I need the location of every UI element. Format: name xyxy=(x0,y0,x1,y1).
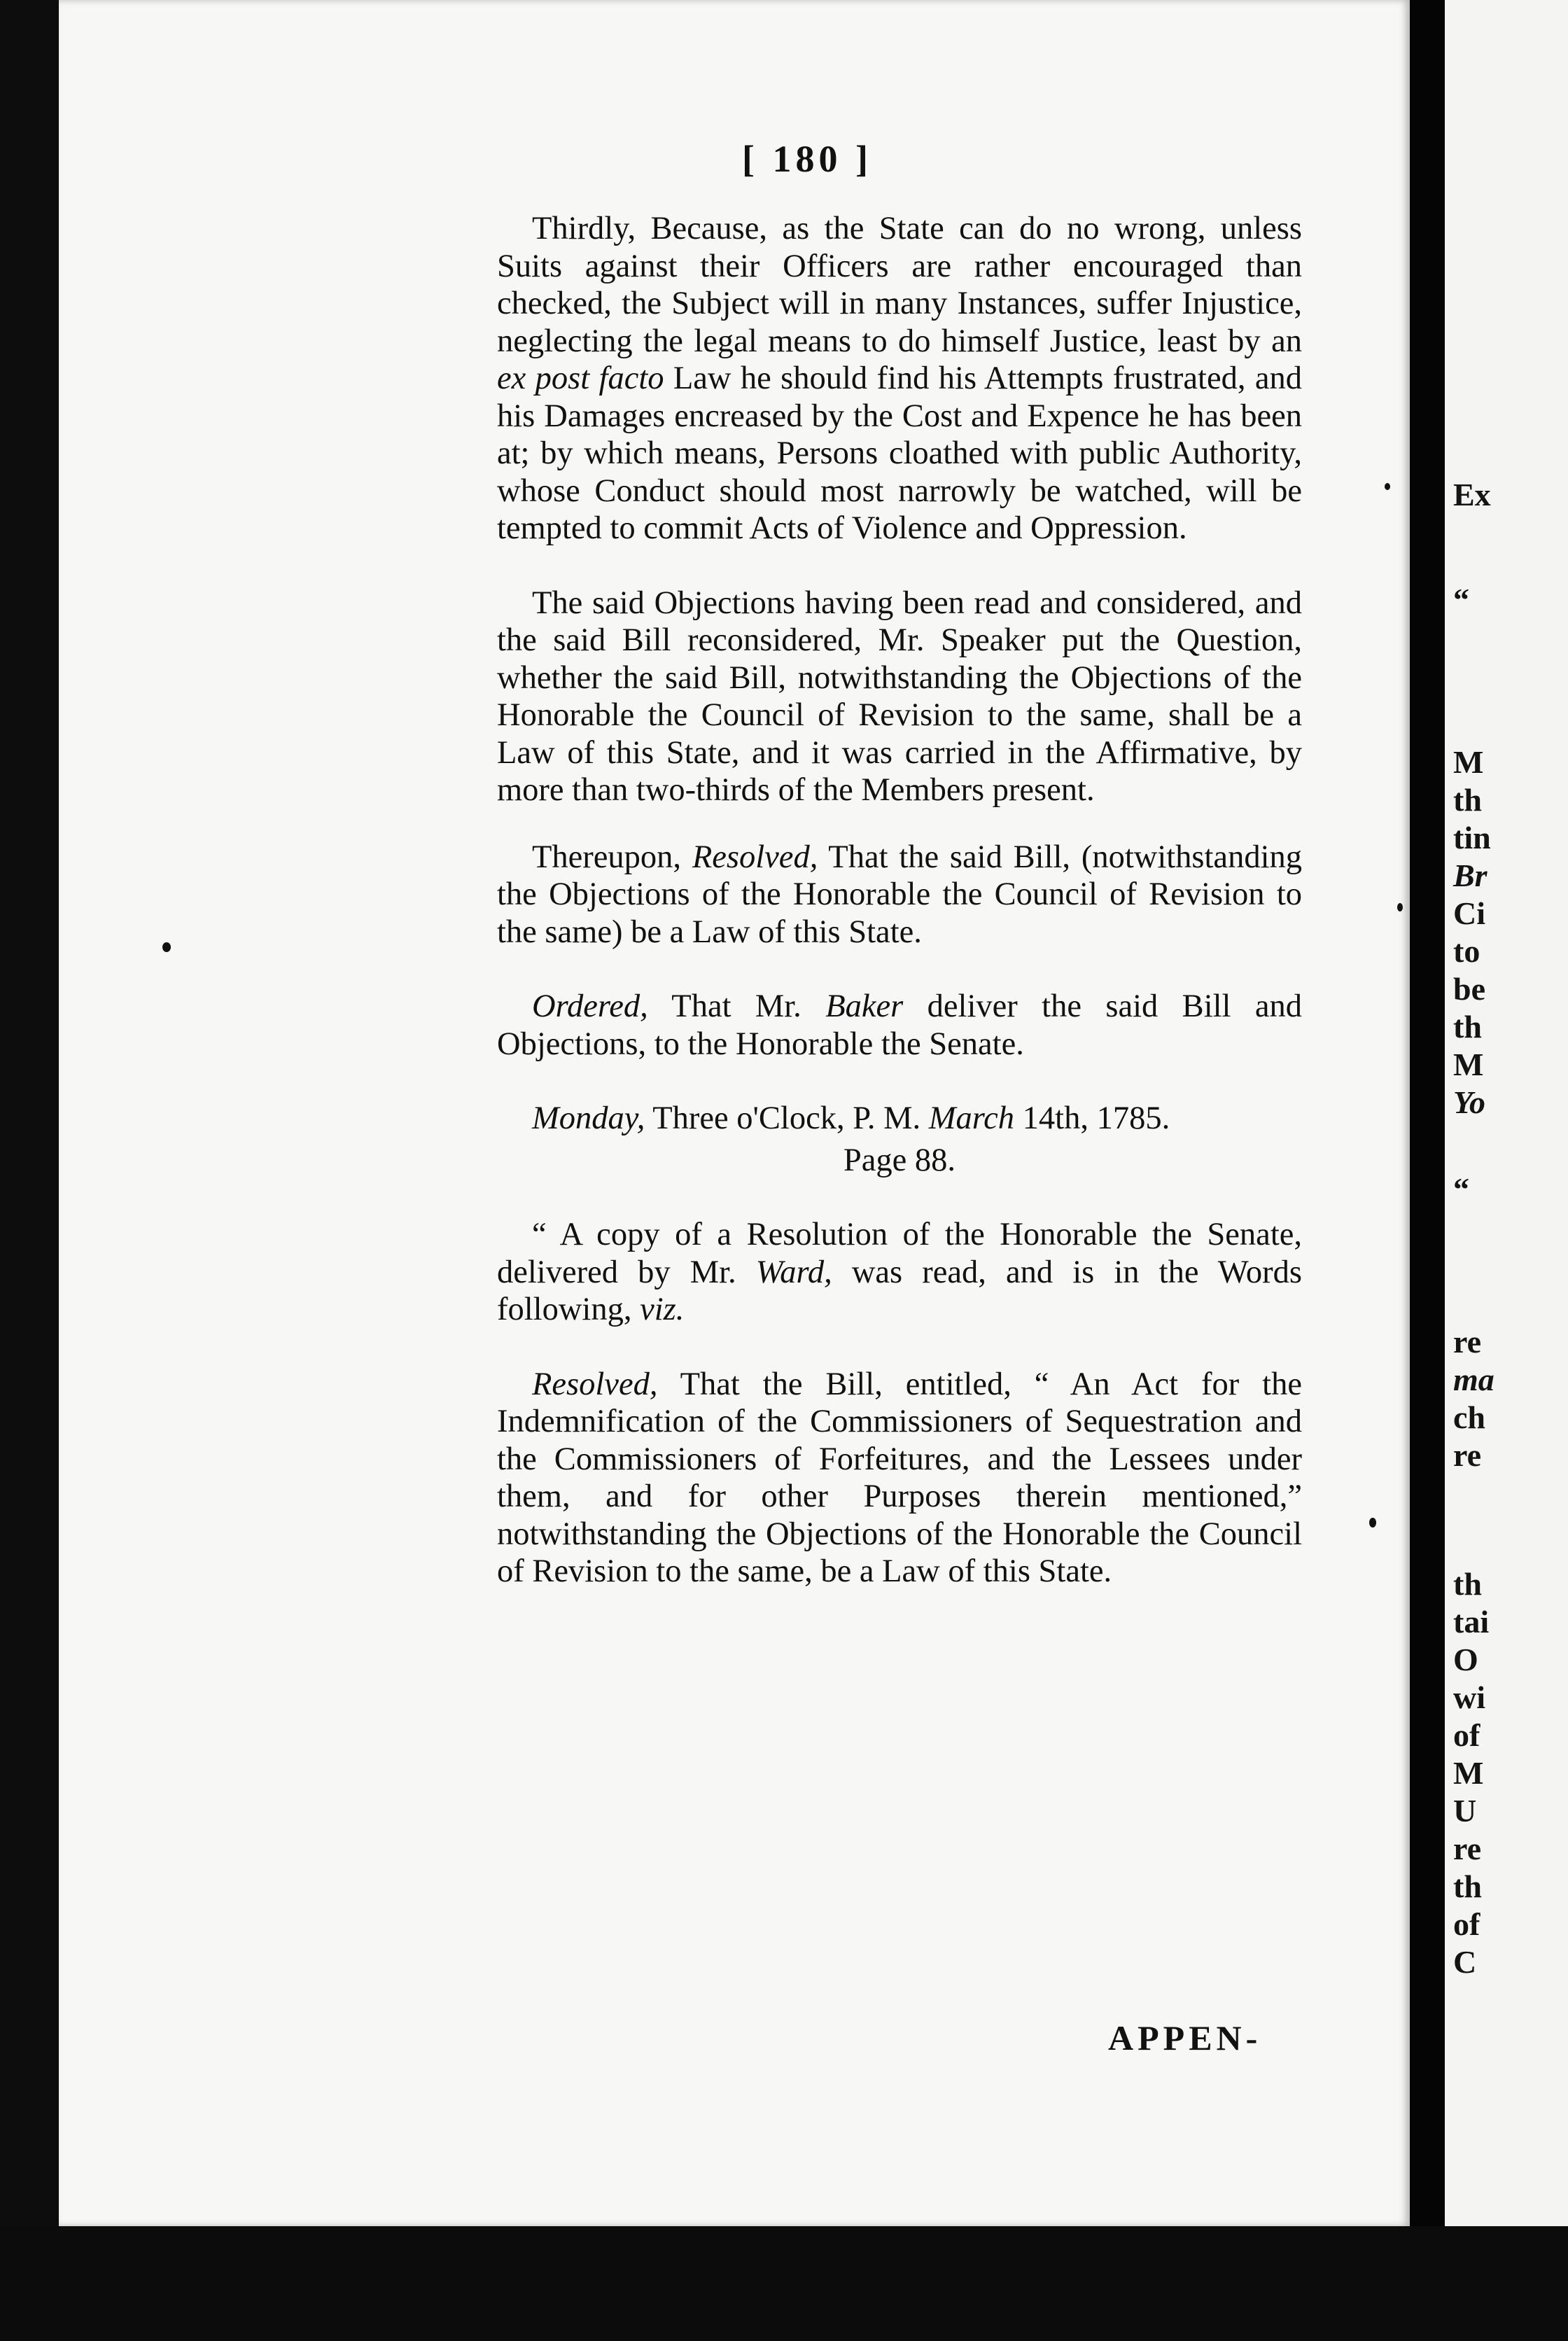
objections-text: The said Objections having been read and considered, and the said Bill reconsidered, Mr. Speaker put the Question, whether the said Bill, notwithstanding the Objections of the Honorable the Council of Revision to the same, shall be a Law of this State, and it was carried in the Affirmative, by more than two-thirds of the Members present. xyxy=(497,585,1302,808)
facing-page xyxy=(1445,0,1568,2226)
facing-fragment: of xyxy=(1453,1717,1480,1753)
paragraph-resolved xyxy=(497,839,1302,951)
left-border xyxy=(0,0,59,2341)
gutter xyxy=(1410,0,1445,2341)
facing-fragment: O xyxy=(1453,1642,1478,1677)
senate-rest: That the Bill, entitled, “ An Act for the Indemnification of the Commissioners of Sequestration and the Commissioners of Forfeitures, and the Lessees under them, and for other Purposes therein mentioned,” notwithstanding the Objections of the Honorable the Council of Revision to the same, be a Law of this State. xyxy=(497,1366,1302,1589)
facing-fragment: M xyxy=(1453,1755,1484,1791)
date-time: Three o'Clock, P. M. xyxy=(652,1100,921,1136)
copy-lead: “ A copy of a Resolution of the Honorable the Senate, delivered by Mr. xyxy=(497,1217,1302,1290)
facing-fragment: M xyxy=(1453,1047,1484,1082)
facing-fragment: be xyxy=(1453,971,1485,1007)
facing-fragment: Ex xyxy=(1453,477,1491,512)
facing-fragment: tin xyxy=(1453,820,1491,855)
facing-fragment: “ xyxy=(1453,1171,1469,1207)
facing-fragment: re xyxy=(1453,1437,1482,1473)
facing-fragment: th xyxy=(1453,1868,1482,1904)
paragraph-senate-resolution xyxy=(497,1366,1302,1591)
facing-fragment: M xyxy=(1453,744,1484,780)
facing-fragment: to xyxy=(1453,933,1480,969)
facing-fragment: U xyxy=(1453,1793,1477,1829)
ink-speck xyxy=(162,942,171,952)
facing-fragment: th xyxy=(1453,1566,1482,1602)
ordered-rest: deliver the said Bill and Objections, to the Honorable the Senate. xyxy=(497,988,1302,1062)
facing-fragment: th xyxy=(1453,1009,1482,1044)
ink-speck xyxy=(1385,483,1390,490)
facing-fragment: re xyxy=(1453,1831,1482,1866)
thirdly-text: Thirdly, Because, as the State can do no wrong, unless Suits against their Officers are rather encouraged than checked, the Subject will in many Instances, suffer Injustice, neglecting the legal means to do himself Justice, least by an ex post facto Law he should find his Attempts frustrated, and his Damages encreased by the Cost and Expence he has been at; by which means, Persons cloathed with public Authority, whose Conduct should most narrowly be watched, will be tempted to commit Acts of Violence and Oppression. xyxy=(497,211,1302,546)
paragraph-thirdly xyxy=(497,210,1302,547)
dateline xyxy=(497,1100,1302,1138)
ex-post-facto-phrase: ex post facto xyxy=(497,361,664,396)
ordered-word: Ordered, xyxy=(532,988,648,1024)
copy-mid: was read, and is in the Words following, xyxy=(497,1254,1303,1327)
resolved-word: Resolved, xyxy=(692,839,818,875)
facing-fragment: wi xyxy=(1453,1679,1485,1715)
date-page-line xyxy=(497,1142,1302,1180)
facing-fragment: Ci xyxy=(1453,895,1485,931)
facing-fragment: “ xyxy=(1453,582,1469,617)
body-text xyxy=(497,210,1302,1591)
facing-fragment: th xyxy=(1453,782,1482,818)
facing-fragment: C xyxy=(1453,1944,1477,1980)
copy-name: Ward, xyxy=(755,1254,832,1290)
date-rest: 14th, 1785. xyxy=(1022,1100,1170,1136)
facing-fragment: tai xyxy=(1453,1604,1490,1640)
facing-fragment: Br xyxy=(1453,858,1488,893)
date-page: Page 88. xyxy=(843,1142,956,1178)
catchword: APPEN- xyxy=(1108,2018,1262,2057)
page-number: [ 180 ] xyxy=(742,138,872,180)
paragraph-copy xyxy=(497,1216,1302,1329)
date-day: Monday, xyxy=(532,1100,645,1136)
ordered-mid: That Mr. xyxy=(671,988,802,1024)
facing-fragment: of xyxy=(1453,1906,1480,1942)
facing-fragment: re xyxy=(1453,1324,1482,1360)
facing-fragment: Yo xyxy=(1453,1084,1485,1120)
resolved-rest: That the said Bill, (notwithstanding the Objections of the Honorable the Council of Revision to the same) be a Law of this State. xyxy=(497,839,1302,950)
facing-fragment: ch xyxy=(1453,1399,1485,1435)
paragraph-objections xyxy=(497,585,1302,809)
ink-speck xyxy=(1369,1518,1376,1528)
copy-viz: viz. xyxy=(640,1292,685,1327)
senate-word: Resolved, xyxy=(532,1366,658,1402)
date-month: March xyxy=(928,1100,1015,1136)
bottom-border xyxy=(0,2226,1568,2341)
ink-speck xyxy=(1397,903,1403,911)
ordered-name: Baker xyxy=(825,988,904,1024)
paragraph-ordered xyxy=(497,988,1302,1063)
facing-fragment: ma xyxy=(1453,1362,1494,1397)
resolved-lead: Thereupon, xyxy=(532,839,682,875)
